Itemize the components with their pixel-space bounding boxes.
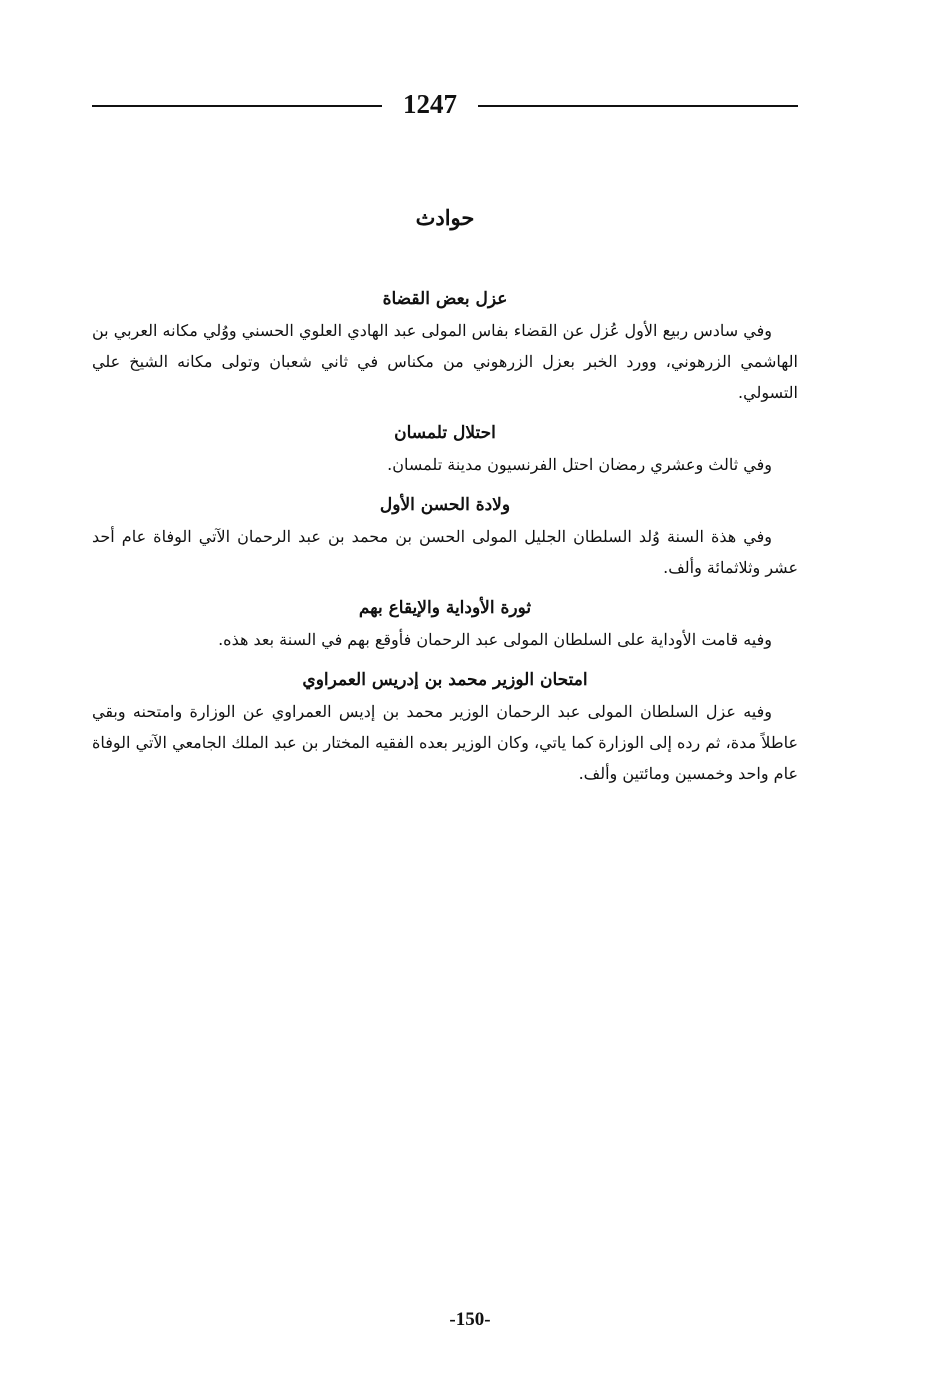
section-vizier-trial: [92, 665, 798, 789]
section-heading: ثورة الأوداية والإيقاع بهم: [358, 598, 532, 618]
section-oudaya-revolt: [92, 593, 798, 655]
section-paragraph: وفيه عزل السلطان المولى عبد الرحمان الوزير محمد بن إديس العمراوي عن الوزارة وامتحنه وبقي عاطلاً مدة، ثم رده إلى الوزارة كما ياتي، وكان الوزير بعده الفقيه المختار بن عبد الملك الجامعي الآتي الوفاة عام واحد وخمسين ومائتين وألف.: [92, 702, 798, 783]
section-paragraph: وفي هذة السنة وُلد السلطان الجليل المولى الحسن بن محمد بن عبد الرحمان الآتي الوفاة عام أحد عشر وثلاثمائة وألف.: [92, 527, 798, 577]
document-body: [92, 284, 798, 799]
section-heading: امتحان الوزير محمد بن إدريس العمراوي: [302, 670, 588, 690]
section-tlemcen-occupation: [92, 418, 798, 480]
section-heading: ولادة الحسن الأول: [379, 495, 511, 515]
page-number: -150-: [449, 1309, 491, 1330]
chapter-title: حوادث: [415, 205, 475, 230]
section-heading: احتلال تلمسان: [394, 423, 496, 443]
section-paragraph: وفي سادس ربيع الأول عُزل عن القضاء بفاس المولى عبد الهادي العلوي الحسني ووُلي مكانه العربي بن الهاشمي الزرهوني، وورد الخبر بعزل الزرهوني من مكناس في ثاني شعبان وتولى مكانه الشيخ علي التسولي.: [92, 321, 798, 402]
section-hassan-birth: [92, 490, 798, 583]
section-paragraph: وفي ثالث وعشري رمضان احتل الفرنسيون مدينة تلمسان.: [387, 455, 772, 474]
year-number: 1247: [403, 89, 457, 119]
section-heading: عزل بعض القضاة: [382, 289, 508, 309]
year-header: [92, 84, 798, 124]
section-paragraph: وفيه قامت الأوداية على السلطان المولى عبد الرحمان فأوقع بهم في السنة بعد هذه.: [218, 630, 772, 649]
header-rule-right: [478, 105, 798, 107]
section-judges-dismissal: [92, 284, 798, 408]
header-rule-left: [92, 105, 382, 107]
